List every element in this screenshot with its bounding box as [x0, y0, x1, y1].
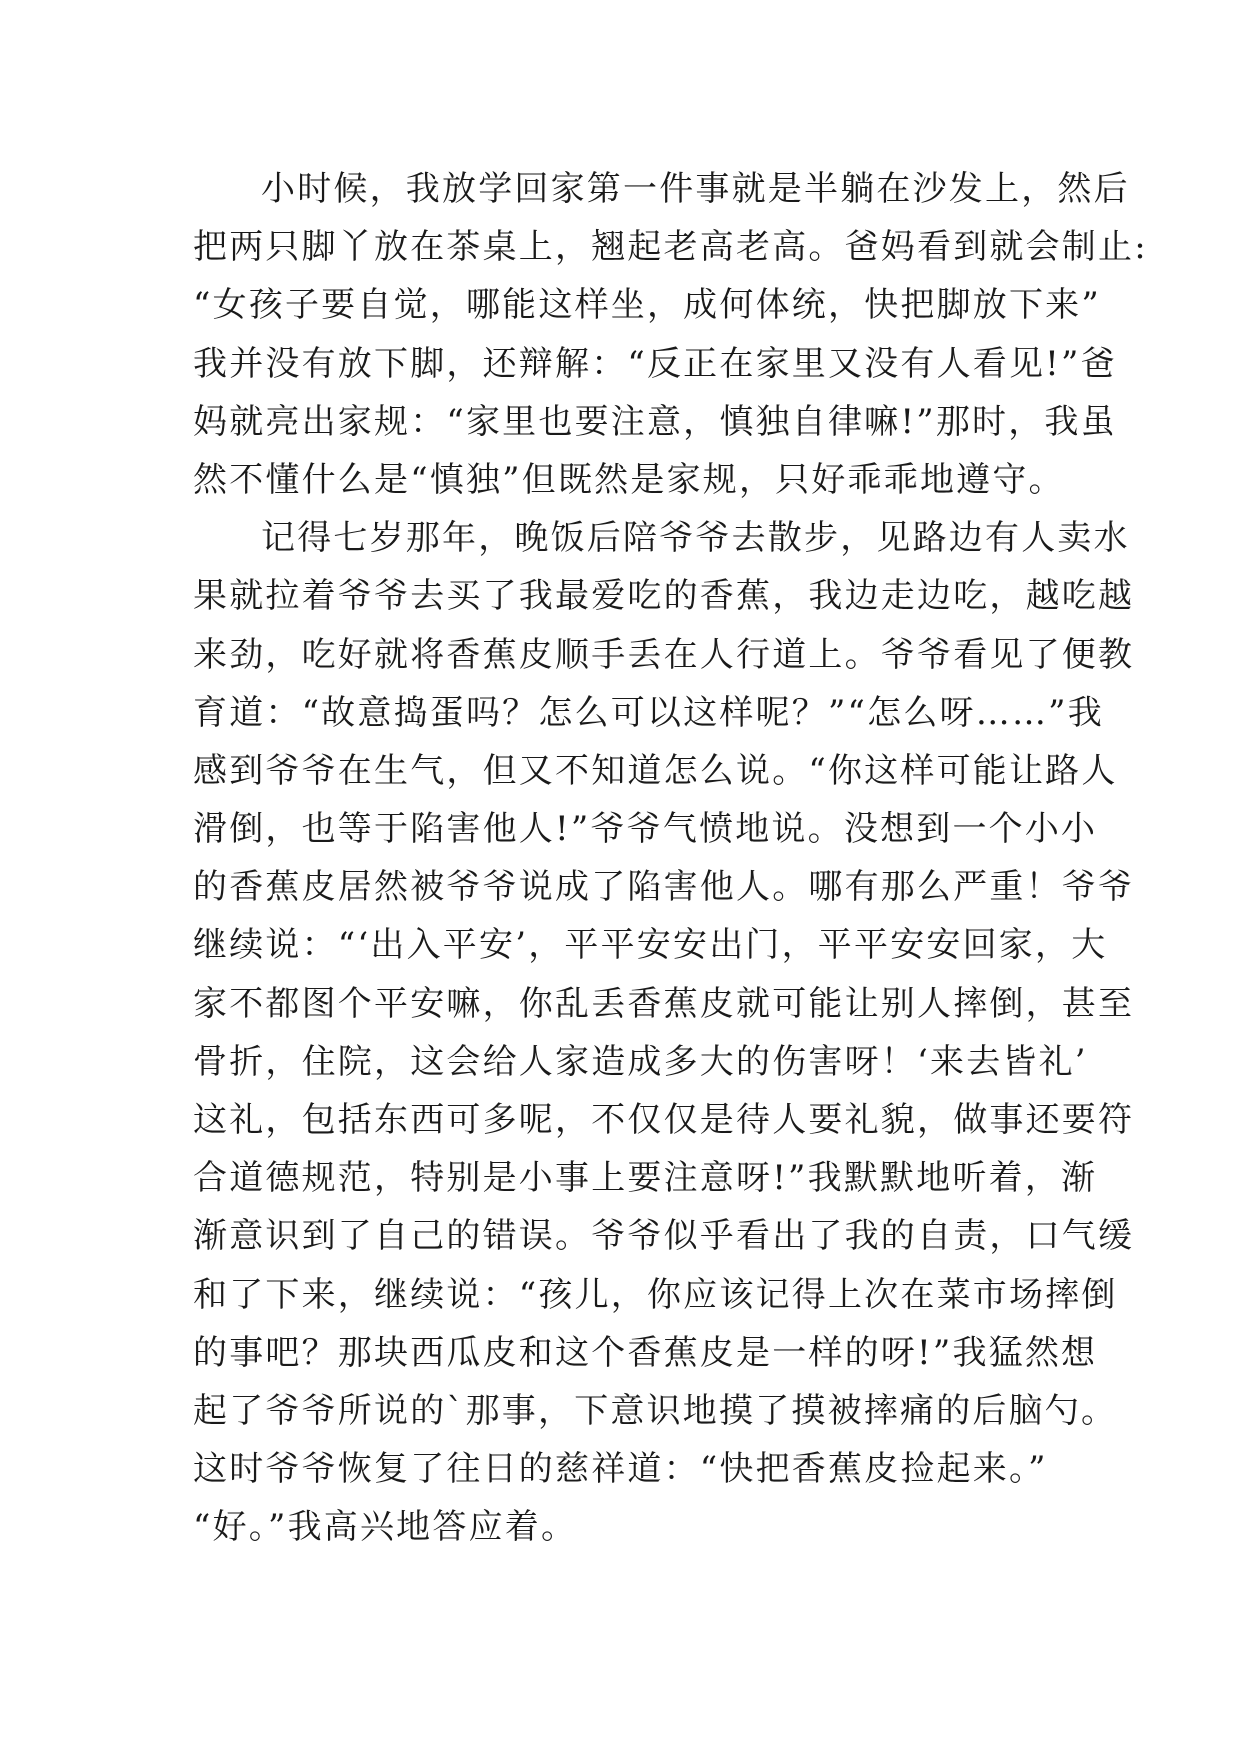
paragraph-1-line-4: 我并没有放下脚，还辩解：“反正在家里又没有人看见!”爸	[193, 343, 1117, 384]
paragraph-2-line-6: 滑倒，也等于陷害他人!”爷爷气愤地说。没想到一个小小	[193, 809, 1098, 850]
paragraph-1-line-1: 小时候，我放学回家第一件事就是半躺在沙发上，然后	[261, 169, 1130, 209]
paragraph-2-line-2: 果就拉着爷爷去买了我最爱吃的香蕉，我边走边吃，越吃越	[193, 576, 1135, 617]
paragraph-2-line-11: 这礼，包括东西可多呢，不仅仅是待人要礼貌，做事还要符	[193, 1100, 1135, 1140]
paragraph-2-line-13: 渐意识到了自己的错误。爷爷似乎看出了我的自责，口气缓	[193, 1216, 1135, 1257]
paragraph-2-line-12: 合道德规范，特别是小事上要注意呀!”我默默地听着，渐	[193, 1158, 1098, 1199]
paragraph-1-line-3: “女孩子要自觉，哪能这样坐，成何体统，快把脚放下来”	[193, 285, 1101, 326]
paragraph-1-line-5: 妈就亮出家规：“家里也要注意，慎独自律嘛!”那时，我虽	[193, 401, 1117, 442]
document-body	[193, 160, 1148, 1557]
paragraph-2-line-3: 来劲，吃好就将香蕉皮顺手丢在人行道上。爷爷看见了便教	[193, 634, 1135, 675]
paragraph-1-line-2: 把两只脚丫放在茶桌上，翘起老高老高。爸妈看到就会制止:	[193, 227, 1148, 268]
paragraph-2-line-7: 的香蕉皮居然被爷爷说成了陷害他人。哪有那么严重！爷爷	[193, 867, 1135, 908]
paragraph-1-line-6: 然不懂什么是“慎独”但既然是家规，只好乖乖地遵守。	[193, 459, 1065, 500]
paragraph-2-line-1: 记得七岁那年，晚饭后陪爷爷去散步，见路边有人卖水	[261, 518, 1130, 559]
paragraph-2-line-4: 育道：“故意捣蛋吗？怎么可以这样呢？”“怎么呀……”我	[193, 692, 1104, 733]
paragraph-2-line-10: 骨折，住院，这会给人家造成多大的伤害呀！‘来去皆礼’	[193, 1041, 1088, 1082]
paragraph-2-line-17: 这时爷爷恢复了往日的慈祥道：“快把香蕉皮捡起来。”	[193, 1449, 1048, 1490]
paragraph-2-line-18: “好。”我高兴地答应着。	[193, 1507, 578, 1548]
paragraph-2-line-8: 继续说：“‘出入平安’，平平安安出门，平平安安回家，大	[193, 925, 1108, 966]
paragraph-2-line-14: 和了下来，继续说：“孩儿，你应该记得上次在菜市场摔倒	[193, 1274, 1118, 1315]
paragraph-2-line-5: 感到爷爷在生气，但又不知道怎么说。“你这样可能让路人	[193, 750, 1118, 791]
paragraph-2-line-15: 的事吧？那块西瓜皮和这个香蕉皮是一样的呀!”我猛然想	[193, 1332, 1098, 1373]
paragraph-2-line-16: 起了爷爷所说的`那事，下意识地摸了摸被摔痛的后脑勺。	[193, 1390, 1118, 1431]
paragraph-2-line-9: 家不都图个平安嘛，你乱丢香蕉皮就可能让别人摔倒，甚至	[193, 983, 1135, 1024]
